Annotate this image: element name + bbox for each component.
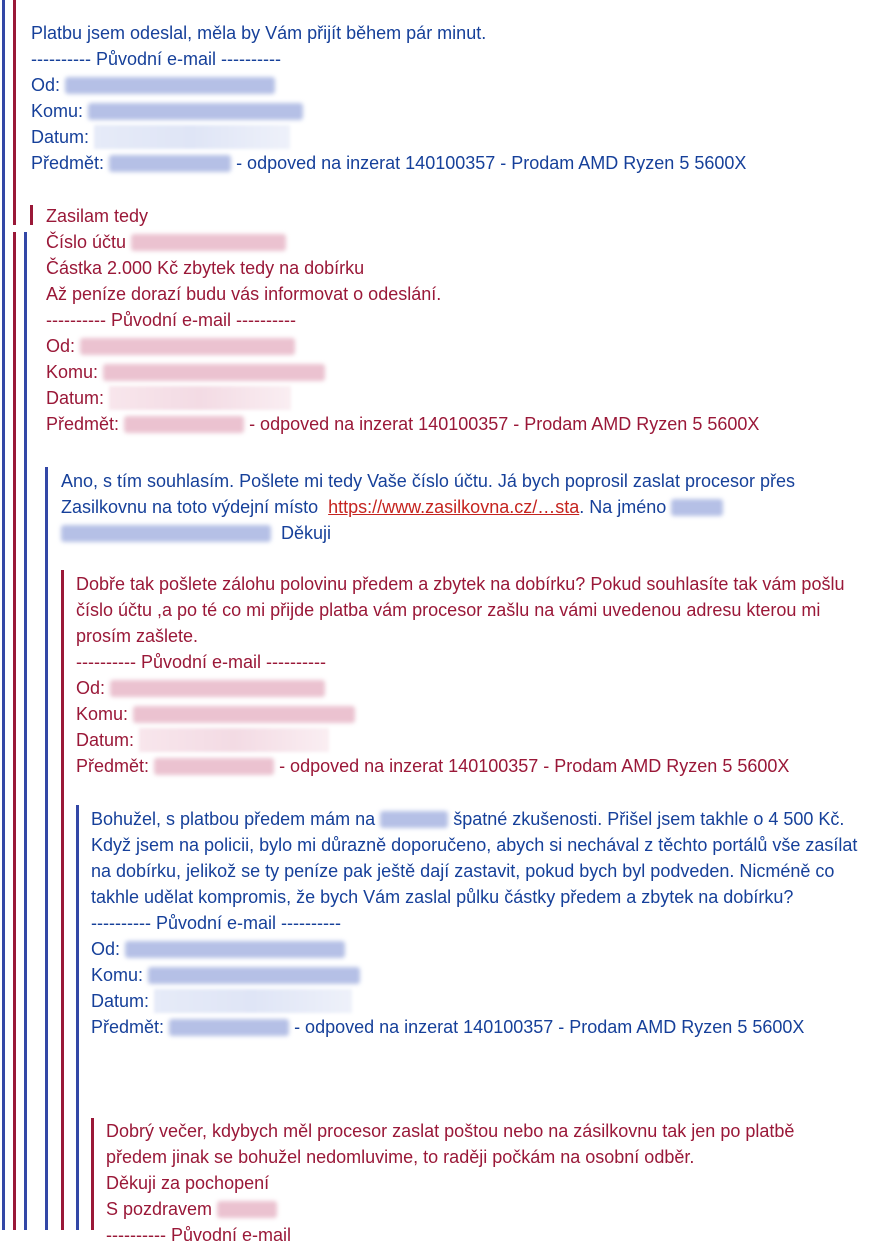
to-row: Komu:	[46, 359, 871, 385]
quote-rule-red-short	[30, 205, 33, 225]
redacted-email	[133, 706, 355, 723]
separator: ---------- Původní e-mail	[106, 1225, 292, 1245]
separator: ---------- Původní e-mail ----------	[91, 913, 341, 933]
separator: ---------- Původní e-mail ----------	[31, 49, 281, 69]
message-6-body: Dobrý večer, kdybych měl procesor zaslat poštou nebo na zásilkovnu tak jen po platbě předem jinak se bohužel nedomluvime, to raději počkám na osobní odběr.	[106, 1121, 795, 1167]
redacted-email	[88, 103, 303, 120]
redacted-site	[380, 811, 448, 828]
redacted-date	[109, 386, 291, 410]
redacted-date	[154, 989, 352, 1013]
message-4-body: Dobře tak pošlete zálohu polovinu předem a zbytek na dobírku? Pokud souhlasíte tak vám pošlu číslo účtu ,a po té co mi přijde platba vám procesor zašlu na vámi uvedenou adresu kterou mi prosím zašlete.	[76, 574, 845, 646]
redacted-sender	[124, 416, 244, 433]
thanks-row: Děkuji za pochopení	[106, 1173, 270, 1193]
amount-row: Částka 2.000 Kč zbytek tedy na dobírku	[46, 258, 365, 278]
to-row: Komu:	[91, 962, 863, 988]
message-5	[91, 806, 863, 1040]
to-row: Komu:	[31, 98, 871, 124]
redacted-date	[94, 125, 290, 149]
from-row: Od:	[46, 333, 871, 359]
date-row: Datum:	[46, 385, 871, 411]
redacted-date	[139, 728, 329, 752]
from-row: Od:	[91, 936, 863, 962]
quote-rule-red-1	[13, 0, 16, 225]
subject-row: Předmět: - odpoved na inzerat 140100357 - Prodam AMD Ryzen 5 5600X	[76, 756, 790, 776]
subject-row: Předmět: - odpoved na inzerat 140100357 - Prodam AMD Ryzen 5 5600X	[46, 414, 760, 434]
redacted-name-phone	[61, 525, 271, 542]
info-row: Až peníze dorazí budu vás informovat o odeslání.	[46, 284, 442, 304]
message-2-line1: Zasilam tedy	[46, 206, 149, 226]
quote-rule-red-4	[91, 1118, 94, 1230]
separator: ---------- Původní e-mail ----------	[46, 310, 296, 330]
redacted-email	[80, 338, 295, 355]
redacted-sender	[154, 758, 274, 775]
quote-rule-red-1b	[13, 232, 16, 1230]
date-row: Datum:	[31, 124, 871, 150]
redacted-email	[110, 680, 325, 697]
subject-row: Předmět: - odpoved na inzerat 140100357 - Prodam AMD Ryzen 5 5600X	[91, 1017, 805, 1037]
redacted-account	[131, 234, 286, 251]
from-row: Od:	[76, 675, 876, 701]
redacted-email	[103, 364, 325, 381]
account-row: Číslo účtu	[46, 229, 871, 255]
quote-rule-blue-4	[76, 805, 79, 1230]
subject-row: Předmět: - odpoved na inzerat 140100357 - Prodam AMD Ryzen 5 5600X	[31, 153, 747, 173]
message-4	[76, 571, 876, 779]
redacted-sender	[169, 1019, 289, 1036]
redacted-name	[217, 1201, 277, 1218]
redacted-email	[65, 77, 275, 94]
message-2	[46, 203, 871, 437]
message-6	[106, 1118, 846, 1248]
date-row: Datum:	[91, 988, 863, 1014]
message-1-intro: Platbu jsem odeslal, měla by Vám přijít během pár minut.	[31, 23, 487, 43]
quote-rule-blue-1	[2, 0, 5, 1230]
quote-rule-red-3	[61, 570, 64, 1230]
message-3: Ano, s tím souhlasím. Pošlete mi tedy Vaše číslo účtu. Já bych poprosil zaslat procesor přes Zasilkovnu na toto výdejní místo https://www.zasilkovna.cz/…sta. Na jméno Děkuji	[61, 471, 795, 543]
redacted-email	[148, 967, 360, 984]
regards-row: S pozdravem	[106, 1196, 846, 1222]
date-row: Datum:	[76, 727, 876, 753]
to-row: Komu:	[76, 701, 876, 727]
message-5-body: Bohužel, s platbou předem mám na špatné zkušenosti. Přišel jsem takhle o 4 500 Kč. Když jsem na policii, bylo mi důrazně doporučeno, abych si nechával z těchto portálů vše zasílat na dobírku, jelikož se ty peníze pak ještě dají zastavit, pokud bych byl podveden. Nicméně co takhle udělat kompromis, že bych Vám zaslal půlku částky předem a zbytek na dobírku?	[91, 809, 858, 907]
quote-rule-blue-3	[45, 467, 48, 1230]
quote-rule-blue-2	[24, 232, 27, 1230]
redacted-name	[671, 499, 723, 516]
redacted-email	[125, 941, 345, 958]
separator: ---------- Původní e-mail ----------	[76, 652, 326, 672]
message-1	[31, 20, 871, 176]
redacted-sender	[109, 155, 231, 172]
from-row: Od:	[31, 72, 871, 98]
zasilkovna-link[interactable]: https://www.zasilkovna.cz/…sta	[328, 497, 580, 517]
